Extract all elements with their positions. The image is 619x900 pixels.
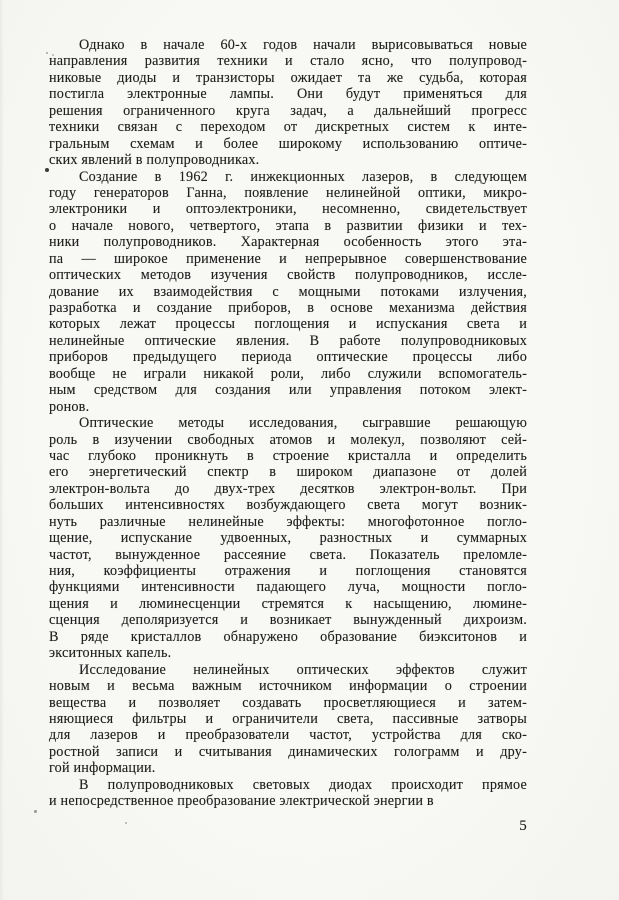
text-line: электрон-вольта до двух-трех десятков электрон-вольт. При <box>49 480 527 497</box>
text-line: году генераторов Ганна, появление нелинейной оптики, микро- <box>49 184 527 201</box>
text-line: решения ограниченного круга задач, а дальнейший прогресс <box>49 102 527 119</box>
text-line: нелинейные оптические явления. В работе полупроводниковых <box>49 332 527 349</box>
scan-speck <box>45 168 49 172</box>
text-line: щение, испускание удвоенных, разностных и суммарных <box>49 530 527 547</box>
text-line: В полупроводниковых световых диодах происходит прямое <box>79 776 527 793</box>
paragraph <box>49 37 527 169</box>
text-line: няющиеся фильтры и ограничители света, пассивные затворы <box>49 710 527 727</box>
text-line: и непосредственное преобразование электрической энергии в <box>49 793 434 810</box>
text-line: экситонных капель. <box>49 645 172 662</box>
text-line: разработка и создание приборов, в основе механизма действия <box>49 300 527 316</box>
text-line: вещества и позволяет создавать просветляющиеся и затем- <box>49 694 527 711</box>
text-line: Оптические методы исследования, сыгравшие решающую <box>79 415 527 432</box>
page-edge-shadow <box>0 0 4 900</box>
page-text <box>49 37 527 810</box>
text-line: роль в изучении свободных атомов и молекул, позволяют сей- <box>49 431 527 448</box>
text-line: вообще не играли никакой роли, либо служили вспомогатель- <box>49 365 527 382</box>
text-line: оптических методов изучения свойств полупроводников, иссле- <box>49 267 527 284</box>
text-line: приборов предыдущего периода оптические процессы либо <box>49 349 527 366</box>
text-line: щения и люминесценции стремятся к насыщению, люмине- <box>49 595 527 612</box>
text-line: Создание в 1962 г. инжекционных лазеров, в следующем <box>79 168 527 185</box>
text-line: нуть различные нелинейные эффекты: многофотонное погло- <box>49 513 527 530</box>
paragraph <box>49 169 527 416</box>
scan-speck <box>34 810 37 813</box>
text-line: дование их взаимодействия с мощными потоками излучения, <box>49 283 527 300</box>
text-line: его энергетический спектр в широком диапазоне от долей <box>49 464 527 481</box>
page-number: 5 <box>519 818 527 834</box>
text-line: ронов. <box>49 398 90 415</box>
text-line: В ряде кристаллов обнаружено образование биэкситонов и <box>49 628 527 645</box>
text-line: частот, вынужденное рассеяние света. Показатель преломле- <box>49 546 527 563</box>
text-line: никовые диоды и транзисторы ожидает та же судьба, которая <box>49 69 527 86</box>
text-line: Исследование нелинейных оптических эффектов служит <box>79 661 527 678</box>
paragraph <box>49 777 527 810</box>
text-line: техники связан с переходом от дискретных систем к инте- <box>49 119 527 136</box>
scan-speck <box>46 52 48 54</box>
text-line: сценция деполяризуется и возникает вынужденный дихроизм. <box>49 612 527 629</box>
text-line: ских явлений в полупроводниках. <box>49 152 260 169</box>
text-line: новым и весьма важным источником информации о строении <box>49 678 527 695</box>
text-line: гой информации. <box>49 760 156 777</box>
paragraph <box>49 415 527 662</box>
text-line: постигла электронные лампы. Они будут применяться для <box>49 86 527 103</box>
text-line: час глубоко проникнуть в строение кристалла и определить <box>49 447 527 464</box>
text-line: направления развития техники и стало ясно, что полупровод- <box>49 53 527 70</box>
text-line: функциями интенсивности падающего луча, мощности погло- <box>49 579 527 596</box>
text-line: о начале нового, четвертого, этапа в развитии физики и тех- <box>49 217 527 234</box>
text-line: для лазеров и преобразователи частот, устройства для ско- <box>49 727 527 744</box>
text-line: гральным схемам и более широкому использованию оптиче- <box>49 135 527 152</box>
text-line: Однако в начале 60-х годов начали вырисовываться новые <box>79 37 527 53</box>
text-line: ростной записи и считывания динамических голограмм и дру- <box>49 743 527 760</box>
scan-speck <box>52 54 54 56</box>
text-line: ники полупроводников. Характерная особенность этого эта- <box>49 234 527 251</box>
text-line: больших интенсивностях возбуждающего света могут возник- <box>49 497 527 514</box>
scan-speck <box>125 822 127 824</box>
text-line: которых лежат процессы поглощения и испускания света и <box>49 316 527 333</box>
text-line: электроники и оптоэлектроники, несомненно, свидетельствует <box>49 201 527 218</box>
text-line: ния, коэффициенты отражения и поглощения становятся <box>49 563 527 579</box>
text-line: ным средством для создания или управления потоком элект- <box>49 382 527 399</box>
text-line: па — широкое применение и непрерывное совершенствование <box>49 250 527 267</box>
paragraph <box>49 662 527 777</box>
